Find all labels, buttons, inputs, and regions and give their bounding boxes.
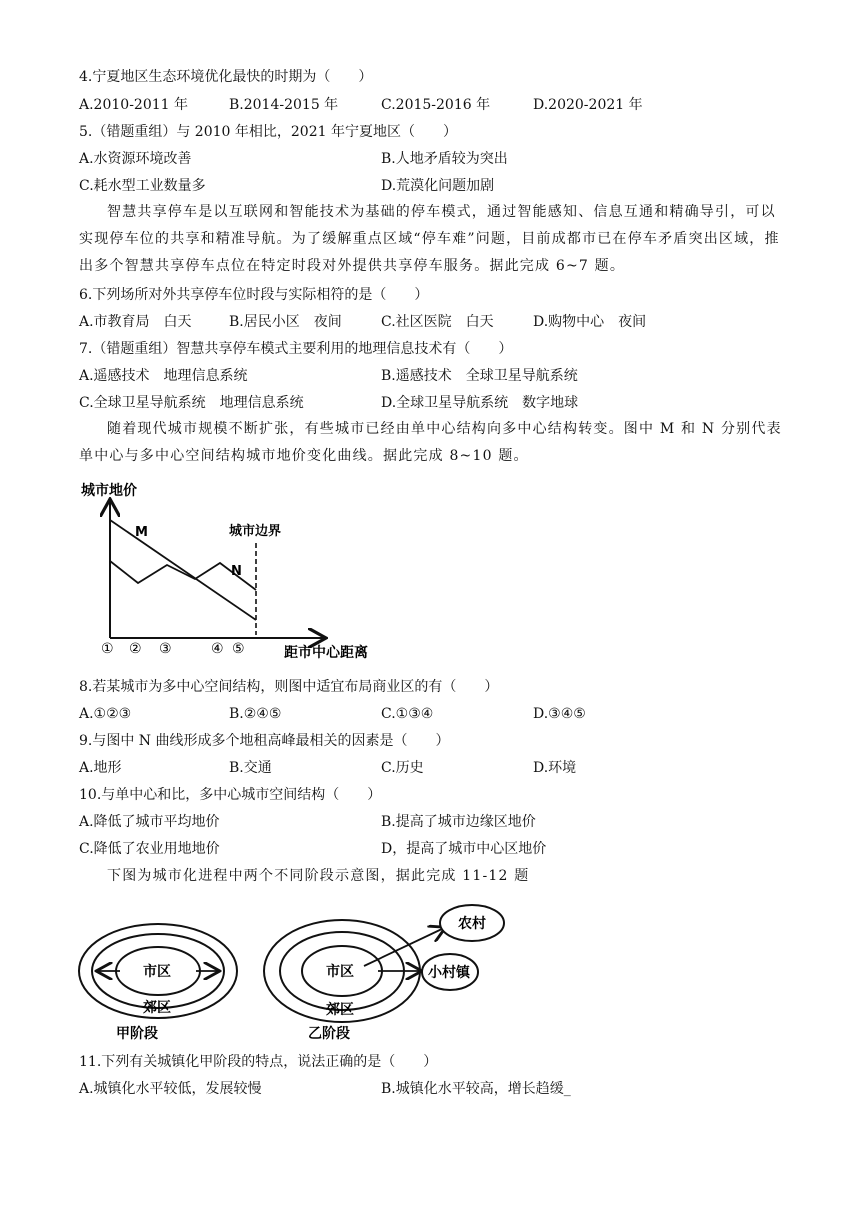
q5-option-c: C.耗水型工业数量多 [79,178,206,194]
point-2-label: ② [129,641,142,657]
stage-a-ring-label: 郊区 [143,1000,171,1016]
q7-option-b: B.遥感技术 全球卫星导航系统 [381,368,578,384]
q9-option-c: C.历史 [381,760,424,776]
urbanization-stages-figure [72,898,542,1048]
q10-option-d: D，提高了城市中心区地价 [381,841,547,857]
q7-stem: 7.（错题重组）智慧共享停车模式主要利用的地理信息技术有（ ） [79,341,513,357]
q4-option-b: B.2014-2015 年 [229,97,339,113]
land-price-figure [79,475,389,665]
q5-option-b: B.人地矛盾较为突出 [381,151,508,167]
q11-option-b: B.城镇化水平较高，增长趋缓_ [381,1081,571,1097]
q6-option-c: C.社区医院 白天 [381,314,494,330]
stage-a-center-label: 市区 [143,964,171,980]
q9-option-b: B.交通 [229,760,272,776]
q6-option-d: D.购物中心 夜间 [533,314,647,330]
q9-option-a: A.地形 [79,760,122,776]
q7-option-d: D.全球卫星导航系统 数字地球 [381,395,579,411]
q8-stem: 8.若某城市为多中心空间结构，则图中适宜布局商业区的有（ ） [79,679,499,695]
q8-option-d: D.③④⑤ [533,706,586,722]
city-boundary-label: 城市边界 [229,524,282,539]
q7-option-c: C.全球卫星导航系统 地理信息系统 [79,395,304,411]
stage-a-caption: 甲阶段 [116,1026,158,1042]
village-label: 农村 [458,916,486,932]
q5-option-d: D.荒漠化问题加剧 [381,178,495,194]
q11-stem: 11.下列有关城镇化甲阶段的特点，说法正确的是（ ） [79,1054,438,1070]
q6-option-b: B.居民小区 夜间 [229,314,342,330]
stage-b-ring-label: 郊区 [326,1002,354,1018]
point-4-label: ④ [211,641,224,657]
q10-stem: 10.与单中心和比，多中心城市空间结构（ ） [79,787,382,803]
point-1-label: ① [101,641,114,657]
y-axis-label: 城市地价 [81,483,137,499]
q5-option-a: A.水资源环境改善 [79,151,192,167]
q8-option-b: B.②④⑤ [229,706,282,722]
q6-stem: 6.下列场所对外共享停车位时段与实际相符的是（ ） [79,287,429,303]
q4-option-a: A.2010-2011 年 [79,97,188,113]
passage-urban-structure: 随着现代城市规模不断扩张，有些城市已经由单中心结构向多中心结构转变。图中 M 和 N 分别代表单中心与多中心空间结构城市地价变化曲线。据此完成 8~10 题。 [79,421,782,464]
q5-stem: 5.（错题重组）与 2010 年相比，2021 年宁夏地区（ ） [79,124,457,140]
stage-b-caption: 乙阶段 [308,1026,350,1042]
q7-option-a: A.遥感技术 地理信息系统 [79,368,248,384]
q9-option-d: D.环境 [533,760,577,776]
stage-b-diagram [264,905,504,1042]
q10-option-c: C.降低了农业用地地价 [79,841,220,857]
curve-m-label: M [135,525,148,540]
q11-option-a: A.城镇化水平较低，发展较慢 [79,1081,262,1097]
passage-urbanization-stages: 下图为城市化进程中两个不同阶段示意图，据此完成 11-12 题 [107,868,530,884]
point-3-label: ③ [159,641,172,657]
q8-option-c: C.①③④ [381,706,434,722]
q10-option-a: A.降低了城市平均地价 [79,814,220,830]
town-label: 小村镇 [428,965,470,981]
q8-option-a: A.①②③ [79,706,132,722]
q10-option-b: B.提高了城市边缘区地价 [381,814,536,830]
stage-b-center-label: 市区 [326,964,354,980]
x-axis-label: 距市中心距离 [284,645,368,661]
q4-option-c: C.2015-2016 年 [381,97,491,113]
point-5-label: ⑤ [232,641,245,657]
curve-n-label: N [231,564,242,579]
passage-smart-parking: 智慧共享停车是以互联网和智能技术为基础的停车模式，通过智能感知、信息互通和精确导引，可以实现停车位的共享和精准导航。为了缓解重点区域“停车难”问题，目前成都市已在停车矛盾突出区域，推出多个智慧共享停车点位在特定时段对外提供共享停车服务。据此完成 6~7 题。 [79,204,780,274]
q6-option-a: A.市教育局 白天 [79,314,192,330]
q4-stem: 4.宁夏地区生态环境优化最快的时期为（ ） [79,69,373,85]
q9-stem: 9.与图中 N 曲线形成多个地租高峰最相关的因素是（ ） [79,733,450,749]
q4-option-d: D.2020-2021 年 [533,97,643,113]
stage-a-diagram [79,924,237,1042]
